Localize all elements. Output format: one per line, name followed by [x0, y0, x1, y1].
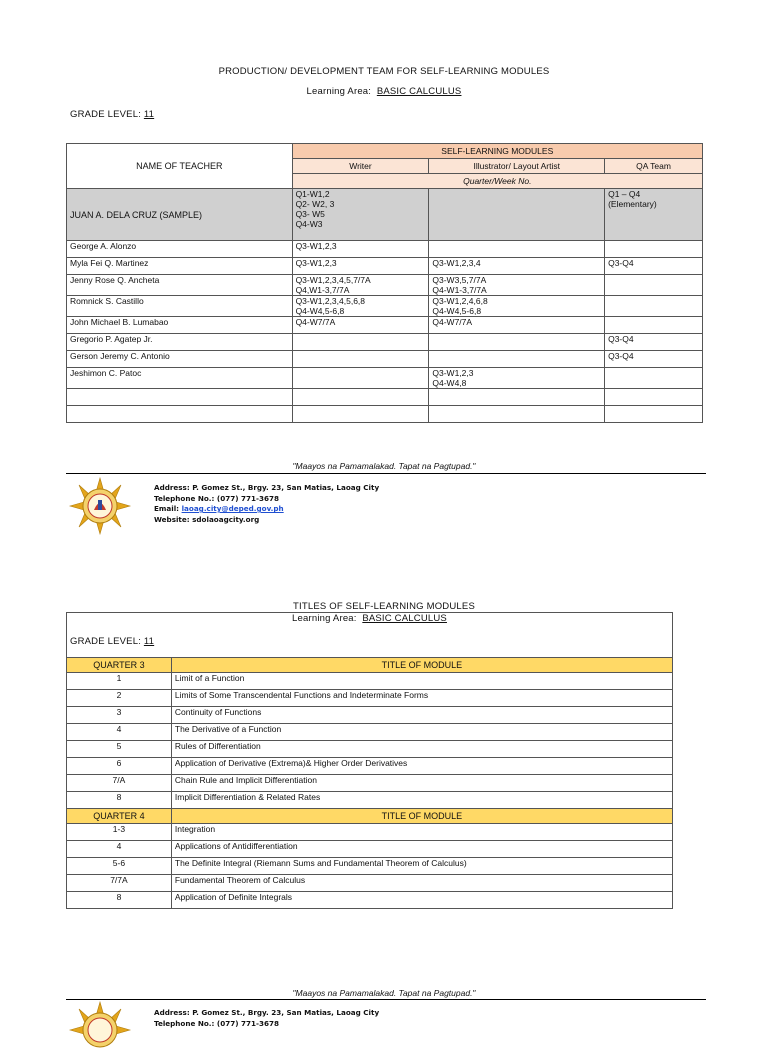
team-row	[67, 389, 703, 406]
grade-level	[70, 109, 154, 120]
teacher-name	[67, 406, 293, 423]
qa-cell	[605, 351, 703, 368]
sdo-seal-icon	[68, 476, 132, 536]
website-line: Website: sdolaoagcity.org	[154, 514, 260, 524]
illustrator-cell	[429, 275, 605, 296]
learning-area-label: Learning Area:	[306, 86, 372, 97]
qa-cell	[605, 317, 703, 334]
cell-line: Q3-W3,5,7/7A	[432, 275, 487, 285]
titles-learning-area-value: BASIC CALCULUS	[362, 613, 447, 624]
qa-cell	[605, 275, 703, 296]
cell-line: Q3-Q4	[608, 351, 634, 361]
module-number: 1	[67, 673, 172, 690]
teacher-name: George A. Alonzo	[67, 241, 293, 258]
module-number: 7/7A	[67, 875, 172, 892]
module-title: Rules of Differentiation	[171, 741, 672, 758]
teacher-name: Gregorio P. Agatep Jr.	[67, 334, 293, 351]
writer-cell	[292, 296, 429, 317]
module-title: Application of Derivative (Extrema)& Higher Order Derivatives	[171, 758, 672, 775]
cell-line: Q3-Q4	[608, 258, 634, 268]
writer-cell	[292, 334, 429, 351]
cell-line: Q4-W3	[295, 219, 323, 229]
grade-level-value: 11	[143, 109, 155, 120]
address-line: Address: P. Gomez St., Brgy. 23, San Matias, Laoag City	[154, 1008, 380, 1017]
sample-row	[67, 189, 703, 241]
team-row	[67, 368, 703, 389]
writer-cell	[292, 351, 429, 368]
module-title: Application of Definite Integrals	[171, 892, 672, 909]
writer-cell	[292, 258, 429, 275]
cell-line: Q3-W1,2,3,4	[432, 258, 481, 268]
address-block	[154, 483, 379, 525]
module-title: Continuity of Functions	[171, 707, 672, 724]
sdo-seal-icon	[68, 1000, 132, 1060]
cell-line: Q3-W1,2,3	[295, 241, 337, 251]
page-title: PRODUCTION/ DEVELOPMENT TEAM FOR SELF-LEARNING MODULES	[218, 66, 550, 77]
qa-cell	[605, 368, 703, 389]
sample-illustrator	[429, 189, 605, 241]
titles-learning-area-label: Learning Area:	[292, 613, 357, 624]
module-row	[67, 792, 673, 809]
qa-cell	[605, 334, 703, 351]
q3-title-header: TITLE OF MODULE	[171, 658, 672, 673]
titles-grade-value: 11	[143, 636, 155, 647]
cell-line: Q1 – Q4	[608, 189, 641, 199]
q4-rows	[67, 824, 673, 909]
writer-cell	[292, 389, 429, 406]
quarter-3-header: QUARTER 3	[67, 658, 172, 673]
name-of-teacher-header: NAME OF TEACHER	[67, 144, 293, 189]
module-title: The Definite Integral (Riemann Sums and Fundamental Theorem of Calculus)	[171, 858, 672, 875]
module-title: Implicit Differentiation & Related Rates	[171, 792, 672, 809]
module-number: 8	[67, 792, 172, 809]
sample-writer	[292, 189, 429, 241]
illustrator-header: Illustrator/ Layout Artist	[429, 159, 605, 174]
module-row	[67, 707, 673, 724]
cell-line: Q3-W1,2,3	[432, 368, 474, 378]
team-row	[67, 317, 703, 334]
module-row	[67, 841, 673, 858]
learning-area	[0, 86, 768, 97]
illustrator-cell	[429, 389, 605, 406]
grade-level-label: GRADE LEVEL:	[70, 109, 142, 120]
illustrator-cell	[429, 241, 605, 258]
module-number: 4	[67, 841, 172, 858]
module-title: Applications of Antidifferentiation	[171, 841, 672, 858]
cell-line: Q4-W4,8	[432, 378, 467, 388]
learning-area-value: BASIC CALCULUS	[376, 86, 462, 97]
module-number: 2	[67, 690, 172, 707]
module-title: Limit of a Function	[171, 673, 672, 690]
titles-heading: TITLES OF SELF-LEARNING MODULES	[293, 601, 475, 612]
team-row	[67, 406, 703, 423]
cell-line: Q3-W1,2,4,6,8	[432, 296, 488, 306]
illustrator-cell	[429, 296, 605, 317]
teacher-name	[67, 389, 293, 406]
titles-table	[66, 657, 673, 909]
module-row	[67, 690, 673, 707]
team-table	[66, 143, 703, 423]
cell-line: Q4-W4,5-6,8	[295, 306, 345, 316]
teacher-name: Jeshimon C. Patoc	[67, 368, 293, 389]
module-row	[67, 673, 673, 690]
cell-line: Q3-W1,2,3	[295, 258, 337, 268]
teacher-name: Gerson Jeremy C. Antonio	[67, 351, 293, 368]
module-title: Limits of Some Transcendental Functions and Indeterminate Forms	[171, 690, 672, 707]
qa-cell	[605, 406, 703, 423]
q3-rows	[67, 673, 673, 809]
cell-line: Q4-W4,5-6,8	[432, 306, 482, 316]
motto: "Maayos na Pamamalakad. Tapat na Pagtupad."	[292, 461, 476, 471]
module-number: 5-6	[67, 858, 172, 875]
module-title: The Derivative of a Function	[171, 724, 672, 741]
illustrator-cell	[429, 334, 605, 351]
writer-cell	[292, 275, 429, 296]
module-number: 1-3	[67, 824, 172, 841]
telephone-line: Telephone No.: (077) 771-3678	[154, 493, 279, 503]
writer-cell	[292, 317, 429, 334]
module-number: 6	[67, 758, 172, 775]
titles-grade-label: GRADE LEVEL:	[70, 636, 142, 647]
cell-line: Q4-W7/7A	[295, 317, 336, 327]
writer-cell	[292, 241, 429, 258]
writer-cell	[292, 406, 429, 423]
qa-cell	[605, 296, 703, 317]
cell-line: Q3- W5	[295, 209, 325, 219]
titles-grade-level	[70, 636, 154, 647]
cell-line: Q4-W1-3,7/7A	[432, 285, 487, 295]
module-number: 4	[67, 724, 172, 741]
quarter-4-header: QUARTER 4	[67, 809, 172, 824]
team-row	[67, 351, 703, 368]
module-number: 7/A	[67, 775, 172, 792]
cell-line: Q3-Q4	[608, 334, 634, 344]
qa-cell	[605, 389, 703, 406]
illustrator-cell	[429, 317, 605, 334]
qa-cell	[605, 258, 703, 275]
team-row	[67, 275, 703, 296]
module-row	[67, 775, 673, 792]
module-row	[67, 758, 673, 775]
address-block-page-2	[154, 1008, 379, 1029]
address-line: Address: P. Gomez St., Brgy. 23, San Matias, Laoag City	[154, 483, 380, 492]
cell-line: (Elementary)	[608, 199, 657, 209]
module-number: 5	[67, 741, 172, 758]
cell-line: Q4,W1-3,7/7A	[295, 285, 350, 295]
teacher-name: Romnick S. Castillo	[67, 296, 293, 317]
motto-page-2: "Maayos na Pamamalakad. Tapat na Pagtupad."	[292, 988, 476, 998]
teacher-name: Myla Fei Q. Martinez	[67, 258, 293, 275]
cell-line: Q3-W1,2,3,4,5,7/7A	[295, 275, 371, 285]
cell-line: Q4-W7/7A	[432, 317, 473, 327]
module-number: 8	[67, 892, 172, 909]
slm-header: SELF-LEARNING MODULES	[292, 144, 702, 159]
module-row	[67, 741, 673, 758]
team-row	[67, 258, 703, 275]
writer-header: Writer	[292, 159, 429, 174]
cell-line: Q3-W1,2,3,4,5,6,8	[295, 296, 366, 306]
writer-cell	[292, 368, 429, 389]
team-rows	[67, 241, 703, 423]
team-row	[67, 296, 703, 317]
sample-qa	[605, 189, 703, 241]
module-row	[67, 858, 673, 875]
cell-line: Q2- W2, 3	[295, 199, 335, 209]
module-row	[67, 824, 673, 841]
email-link[interactable]: laoag.city@deped.gov.ph	[181, 504, 284, 513]
q4-title-header: TITLE OF MODULE	[171, 809, 672, 824]
teacher-name: John Michael B. Lumabao	[67, 317, 293, 334]
module-title: Fundamental Theorem of Calculus	[171, 875, 672, 892]
sample-name: JUAN A. DELA CRUZ (SAMPLE)	[67, 189, 293, 241]
qa-cell	[605, 241, 703, 258]
module-title: Chain Rule and Implicit Differentiation	[171, 775, 672, 792]
illustrator-cell	[429, 351, 605, 368]
telephone-line: Telephone No.: (077) 771-3678	[154, 1018, 279, 1028]
teacher-name: Jenny Rose Q. Ancheta	[67, 275, 293, 296]
illustrator-cell	[429, 258, 605, 275]
footer-divider-page-2	[66, 999, 706, 1000]
illustrator-cell	[429, 406, 605, 423]
team-row	[67, 334, 703, 351]
titles-learning-area	[66, 613, 673, 624]
module-row	[67, 892, 673, 909]
team-row	[67, 241, 703, 258]
email-label: Email:	[154, 504, 180, 513]
cell-line: Q1-W1,2	[295, 189, 330, 199]
illustrator-cell	[429, 368, 605, 389]
module-row	[67, 724, 673, 741]
email-line	[154, 504, 379, 515]
footer-divider	[66, 473, 706, 474]
module-title: Integration	[171, 824, 672, 841]
module-row	[67, 875, 673, 892]
qa-team-header: QA Team	[605, 159, 703, 174]
module-number: 3	[67, 707, 172, 724]
quarter-week-header: Quarter/Week No.	[292, 174, 702, 189]
